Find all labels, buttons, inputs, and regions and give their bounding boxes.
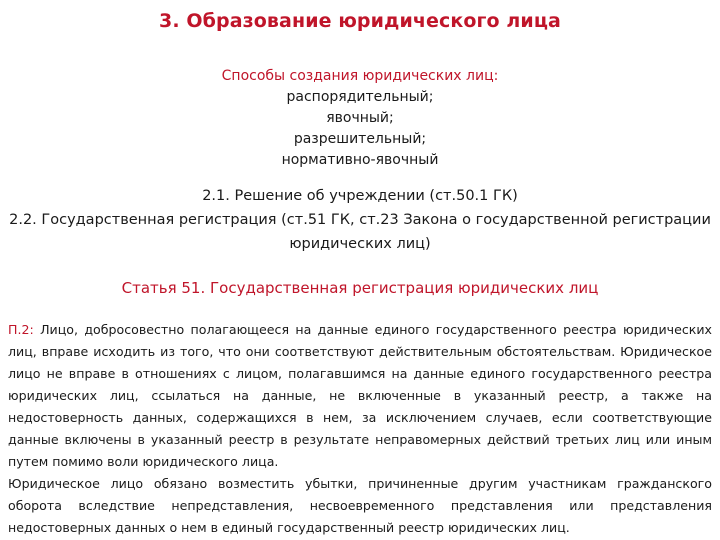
paragraph-clause-2 [8, 319, 712, 473]
method-item: нормативно-явочный [281, 152, 439, 168]
article-body [8, 319, 712, 539]
article-title: Статья 51. Государственная регистрация юридических лиц [121, 279, 599, 297]
formation-steps [8, 184, 712, 256]
step-state-registration-continued: юридических лиц) [289, 236, 431, 252]
paragraph-liability: Юридическое лицо обязано возместить убытки, причиненные другим участникам гражданского оборота вследствие непредставления, несвоевременного представления или представления недостоверных данных о нем в единый государственный реестр юридических лиц. [8, 476, 712, 535]
step-founding-decision: 2.1. Решение об учреждении (ст.50.1 ГК) [202, 188, 518, 204]
step-state-registration: 2.2. Государственная регистрация (ст.51 ГК, ст.23 Закона о государственной регистрации [9, 212, 711, 228]
method-item: распорядительный; [286, 89, 434, 105]
creation-methods [0, 66, 720, 171]
methods-heading: Способы создания юридических лиц: [221, 68, 499, 84]
clause-text: Лицо, добросовестно полагающееся на данные единого государственного реестра юридических лиц, вправе исходить из того, что они соответствуют действительным обстоятельствам. Юридическое лицо не вправе в отношениях с лицом, полагавшимся на данные единого государственного реестра юридических лиц, ссылаться на данные, не включенные в указанный реестр, а также на недостоверность данных, содержащихся в нем, за исключением случаев, если соответствующие данные включены в указанный реестр в результате неправомерных действий третьих лиц или иным путем помимо воли юридического лица. [8, 322, 712, 469]
method-item: явочный; [326, 110, 394, 126]
clause-label: П.2: [8, 322, 34, 337]
slide-title: 3. Образование юридического лица [159, 10, 561, 32]
method-item: разрешительный; [293, 131, 427, 147]
